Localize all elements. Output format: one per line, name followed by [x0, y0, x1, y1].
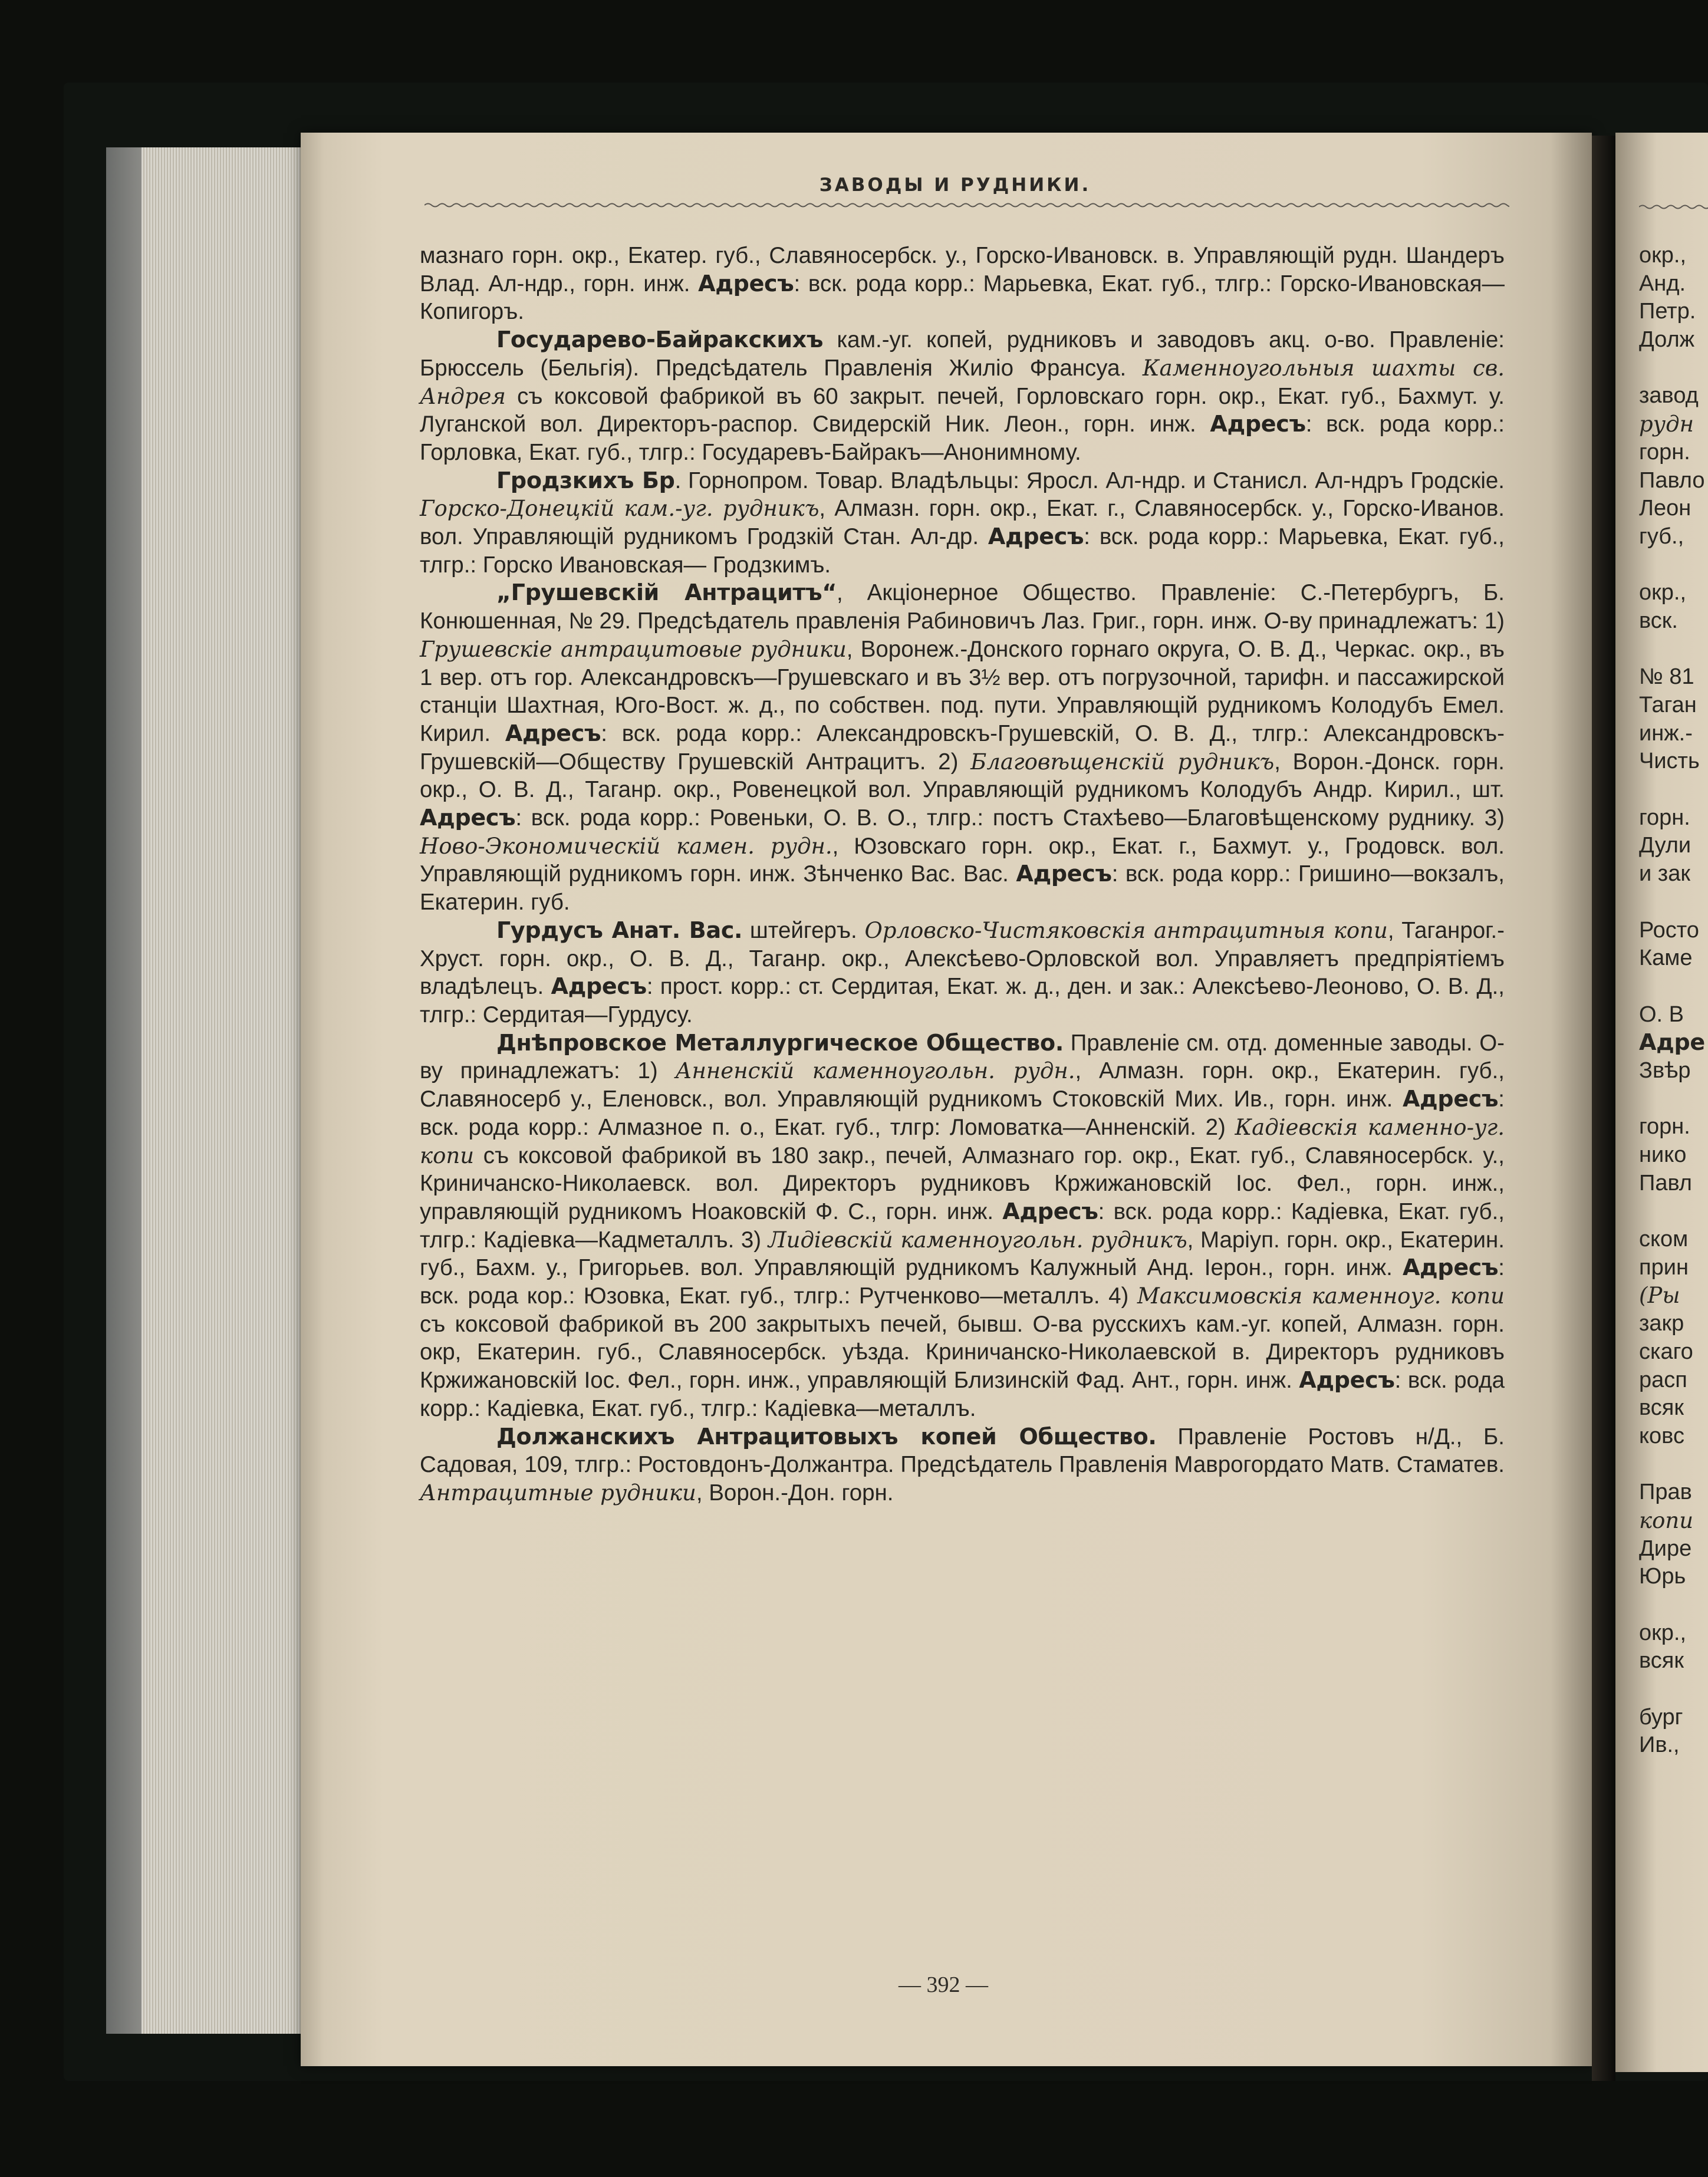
bold-term: Государево-Байракскихъ — [496, 327, 824, 353]
entry-text: , Алмазн. горн. окр., Екат. г., Славяносербск. у., Горско-Иванов. вол. Управляющій рудникомъ Гродзкій Стан. Ал-др. — [420, 496, 1505, 550]
directory-entry — [420, 579, 1505, 916]
bold-term: Адресъ — [505, 720, 601, 746]
bold-term: Адресъ — [420, 805, 516, 831]
page-number: — 392 — — [899, 1972, 988, 1997]
entry-text: : вск. рода корр.: Горловка, Екат. губ., тлгр.: Государевъ-Байракъ—Анонимному. — [420, 411, 1505, 465]
italic-term: Ново-Экономическій камен. рудн. — [420, 833, 832, 859]
entry-text: , Акціонерное Общество. Правленіе: С.-Петербургъ, Б. Конюшенная, № 29. Предсѣдатель правленія Рабиновичъ Лаз. Григ., горн. инж. О-ву принадлежатъ: 1) — [420, 580, 1505, 634]
italic-term: Анненскій каменноугольн. рудн. — [675, 1058, 1075, 1084]
right-page-line: Таган — [1639, 693, 1697, 717]
entry-text: , Юзовскаго горн. окр., Екат. г., Бахмут. у., Гродовск. вол. Управляющій рудникомъ горн. инж. Зѣнченко Вас. Вас. — [420, 833, 1505, 887]
entry-text: , Таганрог.-Хруст. горн. окр., О. В. Д., Таганр. окр., Алексѣево-Орловской вол. Управляетъ предпріятіемъ владѣлецъ. — [420, 917, 1505, 1000]
bold-term: Днѣпровское Металлургическое Общество. — [496, 1029, 1064, 1056]
right-page-line — [1639, 973, 1708, 1001]
right-page-line: горн. — [1639, 805, 1690, 830]
entry-text: съ коксовой фабрикой въ 200 закрытыхъ печей, бывш. О-ва русскихъ кам.-уг. копей, Алмазн. горн. окр, Екатерин. губ., Славяносербск. уѣзда. Криничанско-Николаевской в. Директоръ рудниковъ Кржижановскій Іос. Фел., горн. инж., управляющій Близинскій Фад. Ант., горн. инж. — [420, 1311, 1505, 1394]
italic-term: Кадіевскія каменно-уг. копи — [420, 1114, 1505, 1168]
right-page-line: копи — [1639, 1507, 1694, 1533]
right-page-line: завод — [1639, 383, 1699, 409]
right-page-line — [1639, 635, 1708, 664]
right-page-line: рудн — [1639, 411, 1694, 437]
right-page-line: Прав — [1639, 1480, 1692, 1505]
entry-text: , Ворон.-Дон. горн. — [696, 1480, 894, 1506]
entry-text: : вск. рода корр.: Александровскъ-Грушевскій, О. В. Д., тлгр.: Александровскъ-Грушевскій—Обществу Грушевскій Антрацитъ. 2) — [420, 720, 1505, 775]
right-page-line: бург — [1639, 1704, 1683, 1730]
italic-term: Горско-Донецкій кам.-уг. рудникъ — [420, 496, 820, 522]
right-page-line: горн. — [1639, 439, 1690, 465]
right-page-line: прин — [1639, 1254, 1689, 1280]
right-page-line: и зак — [1639, 861, 1690, 887]
bold-term: Адресъ — [1402, 1086, 1499, 1112]
entry-text: . Горнопром. Товар. Владѣльцы: Яросл. Ал-ндр. и Станисл. Ал-ндръ Гродскіе. — [674, 467, 1505, 493]
entry-text: съ коксовой фабрикой въ 60 закрыт. печей, Горловскаго горн. окр., Екат. губ., Бахмут. у. Луганской вол. Директоръ-распор. Свидерскій Ник. Леон., горн. инж. — [420, 383, 1505, 437]
right-page-line: всяк — [1639, 1395, 1684, 1421]
right-page-line: Ив., — [1639, 1733, 1680, 1758]
right-page-text — [1639, 242, 1708, 1760]
right-page-line: губ., — [1639, 523, 1684, 549]
entry-text: : прост. корр.: ст. Сердитая, Екат. ж. д., ден. и зак.: Алексѣево-Леоново, О. В. Д., тлгр.: Сердитая—Гурдусу. — [420, 974, 1505, 1027]
entry-text: съ коксовой фабрикой въ 180 закр., печей, Алмазнаго гор. окр., Екат. губ., Славяносербск. у., Криничанско-Николаевск. вол. Директоръ рудниковъ Кржижановскій Іос. Фел., горн. инж., управляющій рудникомъ Ноаковскій Ф. С., горн. инж. — [420, 1142, 1505, 1224]
directory-entry — [420, 467, 1505, 579]
right-page-wavy-rule — [1639, 203, 1708, 210]
directory-entry — [420, 917, 1505, 1029]
entry-text: : вск. рода корр.: Ровеньки, О. В. О., тлгр.: постъ Стахѣево—Благовѣщенскому руднику. 3) — [515, 805, 1505, 831]
right-page-line: инж.- — [1639, 720, 1693, 746]
right-page-line: ковс — [1639, 1423, 1684, 1448]
right-page-line — [1639, 888, 1708, 917]
right-page-line — [1639, 1197, 1708, 1226]
italic-term: Лидіевскій каменноугольн. рудникъ — [768, 1227, 1187, 1253]
right-page-line: Юрь — [1639, 1564, 1686, 1589]
directory-entry — [420, 1423, 1505, 1507]
right-page-line: всяк — [1639, 1648, 1684, 1674]
right-page-line: Петр. — [1639, 299, 1696, 324]
directory-entry — [420, 1029, 1505, 1423]
bold-term: Адресъ — [1299, 1367, 1395, 1394]
entry-text: : вск. рода корр.: Кадіевка, Екат. губ., тлгр.: Кадіевка—металлъ. — [420, 1368, 1505, 1421]
right-page-line: нико — [1639, 1142, 1687, 1167]
right-page-line: (Ры — [1639, 1283, 1680, 1309]
right-page-line: Адре — [1639, 1029, 1705, 1056]
bold-term: „Грушевскій Антрацитъ“ — [496, 579, 837, 606]
header-wavy-rule — [424, 202, 1509, 209]
right-page-line: окр., — [1639, 580, 1687, 605]
book-gutter — [1592, 136, 1615, 2081]
right-page-line: расп — [1639, 1367, 1687, 1392]
right-page-line — [1639, 1591, 1708, 1619]
right-page-line: Павл — [1639, 1170, 1692, 1195]
bold-term: Гродзкихъ Бр — [496, 467, 675, 493]
italic-term: Максимовскія каменноуг. копи — [1137, 1283, 1505, 1309]
bold-term: Должанскихъ Антрацитовыхъ копей Общество. — [496, 1423, 1157, 1450]
bold-term: Адресъ — [988, 523, 1084, 550]
entry-text: , Алмазн. горн. окр., Екатерин. губ., Славяносерб у., Еленовск., вол. Управляющій рудникомъ Стоковскій Мих. Ив., горн. инж. — [420, 1058, 1505, 1112]
entry-text: : вск. рода корр.: Марьевка, Екат. губ., тлгр.: Горско Ивановская— Гродзкимъ. — [420, 524, 1505, 578]
bold-term: Адресъ — [698, 270, 794, 297]
entry-text: : вск. рода корр.: Марьевка, Екат. губ., тлгр.: Горско-Ивановская—Копигоръ. — [420, 271, 1505, 325]
bold-term: Адресъ — [1002, 1198, 1098, 1224]
right-page-line: Звѣр — [1639, 1058, 1691, 1083]
bold-term: Адресъ — [1016, 861, 1112, 887]
right-page-line: Каме — [1639, 946, 1693, 971]
right-page-line: ском — [1639, 1227, 1689, 1252]
entry-text: мазнаго горн. окр., Екатер. губ., Славяносербск. у., Горско-Ивановск. в. Управляющій рудн. Шандеръ Влад. Ал-ндр., горн. инж. — [420, 243, 1505, 297]
entry-text: штейгеръ. — [742, 917, 865, 943]
right-page-line: Долж — [1639, 327, 1695, 353]
entry-text: : вск. рода корр.: Гришино—вокзалъ, Екатерин. губ. — [420, 861, 1505, 915]
italic-term: Грушевскіе антрацитовые рудники — [420, 636, 847, 662]
italic-term: Благовѣщенскій рудникъ — [970, 749, 1275, 775]
entry-text: Правленіе Ростовъ н/Д., Б. Садовая, 109, тлгр.: Ростовдонъ-Должантра. Предсѣдатель Правленія Маврогордато Матв. Стаматев. — [420, 1424, 1505, 1478]
entry-text: : вск. рода корр.: Алмазное п. о., Екат. губ., тлгр: Ломоватка—Анненскій. 2) — [420, 1086, 1505, 1140]
running-head: ЗАВОДЫ И РУДНИКИ. — [819, 174, 1091, 196]
right-page-line — [1639, 354, 1708, 383]
right-page-line: вск. — [1639, 608, 1678, 633]
italic-term: Орловско-Чистяковскія антрацитныя копи — [864, 917, 1388, 943]
bold-term: Адресъ — [551, 973, 647, 1000]
right-page-line: окр., — [1639, 1620, 1687, 1645]
right-page-line: скаго — [1639, 1339, 1693, 1364]
right-page-line: горн. — [1639, 1114, 1690, 1139]
italic-term: Каменноугольныя шахты св. Андрея — [420, 355, 1505, 409]
directory-entry — [420, 242, 1505, 326]
right-page-line: Дули — [1639, 833, 1691, 858]
right-page-line — [1639, 551, 1708, 579]
right-page-line: Чисть — [1639, 749, 1700, 774]
right-page-line: Павло — [1639, 467, 1705, 493]
entry-text: Правленіе см. отд. доменные заводы. О-ву принадлежатъ: 1) — [420, 1030, 1505, 1084]
entry-text: : вск. рода кор.: Юзовка, Екат. губ., тлгр.: Рутченково—металлъ. 4) — [420, 1255, 1505, 1309]
directory-entry — [420, 326, 1505, 467]
bold-term: Адресъ — [1210, 411, 1306, 437]
right-page-line: О. В — [1639, 1002, 1684, 1027]
right-page-line: закр — [1639, 1311, 1684, 1336]
entry-text: , Маріуп. горн. окр., Екатерин. губ., Бахм. у., Григорьев. вол. Управляющій рудникомъ Калужный Анд. Іерон., горн. инж. — [420, 1227, 1505, 1281]
entry-text: : вск. рода корр.: Кадіевка, Екат. губ., тлгр.: Кадіевка—Кадметаллъ. 3) — [420, 1198, 1505, 1253]
right-page-line: Леон — [1639, 496, 1691, 521]
entry-text: кам.-уг. копей, рудниковъ и заводовъ акц. о-во. Правленіе: Брюссель (Бельгія). Предсѣдатель Правленія Жиліо Франсуа. — [420, 327, 1505, 381]
right-page-line: Росто — [1639, 917, 1699, 943]
right-page-line — [1639, 776, 1708, 804]
right-page-line: № 81 — [1639, 664, 1694, 690]
right-page-line — [1639, 1675, 1708, 1704]
bold-term: Адресъ — [1402, 1254, 1499, 1281]
right-page-line — [1639, 1451, 1708, 1479]
right-page-line: окр., — [1639, 243, 1687, 268]
entry-text: , Воронеж.-Донского горнаго округа, О. В. Д., Черкас. окр., въ 1 вер. отъ гор. Александровскъ—Грушевскаго и въ 3½ вер. отъ погрузочной, тарифн. и пассажирской станціи Шахтная, Юго-Вост. ж. д., по собствен. под. пути. Управляющій рудникомъ Колодубъ Емел. Кирил. — [420, 636, 1505, 746]
italic-term: Антрацитные рудники — [420, 1480, 696, 1506]
right-page-line: Анд. — [1639, 271, 1686, 296]
right-page-line: Дире — [1639, 1536, 1692, 1561]
entry-text: , Ворон.-Донск. горн. окр., О. В. Д., Таганр. окр., Ровенецкой вол. Управляющій рудникомъ Колодубъ Андр. Кирил., шт. — [420, 749, 1505, 803]
page-body — [420, 242, 1505, 1507]
right-page-line — [1639, 1085, 1708, 1114]
page-edge-shadow — [106, 147, 141, 2034]
bold-term: Гурдусъ Анат. Вас. — [496, 917, 743, 943]
